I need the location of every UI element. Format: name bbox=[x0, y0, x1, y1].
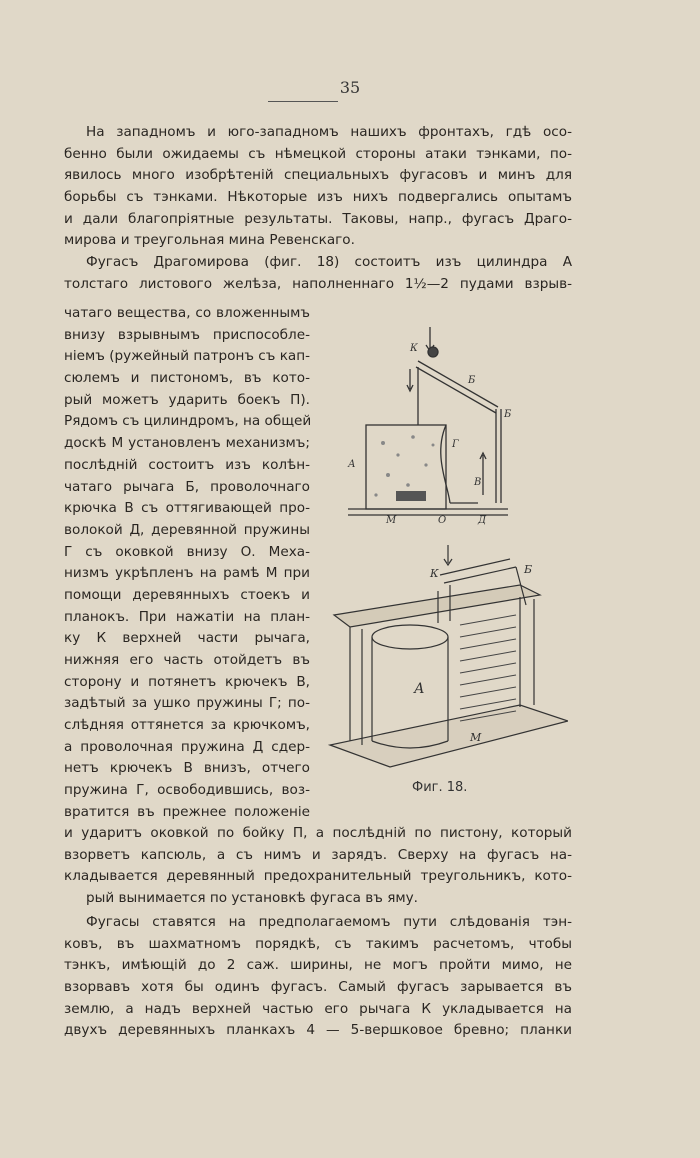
paragraph-1 bbox=[64, 122, 572, 296]
text-line: волокой Д, деревянной пружины bbox=[64, 521, 310, 538]
text-line: слѣдняя оттянется за крючкомъ, bbox=[64, 717, 310, 734]
text-line: планокъ. При нажатіи на план- bbox=[64, 608, 310, 625]
paragraph-2-continued bbox=[64, 823, 572, 910]
label-K: К bbox=[430, 567, 439, 580]
text-line: сюлемъ и пистономъ, въ кото- bbox=[64, 370, 310, 387]
text-line: толстаго листового желѣза, наполненнаго 1½—2 пудами взрыв- bbox=[64, 275, 572, 292]
label-M: М bbox=[470, 731, 482, 744]
label-K: К bbox=[410, 343, 418, 354]
label-B1: Б bbox=[468, 375, 476, 386]
text-line: Фугасъ Драгомирова (фиг. 18) состоитъ изъ цилиндра А bbox=[86, 254, 572, 271]
text-line: тэнкъ, имѣющій до 2 саж. ширины, не могъ пройти мимо, не bbox=[64, 957, 572, 974]
text-line: землю, а надъ верхней частью его рычага К укладывается на bbox=[64, 1000, 572, 1017]
label-A: А bbox=[414, 681, 425, 697]
text-line: Г съ оковкой внизу О. Меха- bbox=[64, 543, 310, 560]
label-B: Б bbox=[524, 563, 533, 576]
paragraph-2-wrapped bbox=[64, 303, 310, 824]
text-line: нижняя его часть отойдетъ въ bbox=[64, 652, 310, 668]
page-number: 35 bbox=[339, 78, 361, 97]
text-line: явилось много изобрѣтеній специальныхъ фугасовъ и минъ для bbox=[64, 167, 572, 184]
text-line: сторону и потянетъ крючекъ В, bbox=[64, 673, 310, 690]
text-line: чатаго рычага Б, проволочнаго bbox=[64, 478, 310, 495]
text-line: внизу взрывнымъ приспособле- bbox=[64, 326, 310, 343]
text-line: рый вынимается по установкѣ фугаса въ яму. bbox=[86, 890, 418, 907]
text-line: ку К верхней части рычага, bbox=[64, 630, 310, 647]
charge-block bbox=[396, 491, 426, 501]
text-line: борьбы съ тэнками. Нѣкоторые изъ нихъ подвергались опытамъ bbox=[64, 189, 572, 206]
mine-cross-section-diagram bbox=[338, 325, 516, 525]
paragraph-3 bbox=[64, 912, 572, 1042]
text-line: помощи деревянныхъ стоекъ и bbox=[64, 586, 310, 603]
text-line: задѣтый за ушко пружины Г; по- bbox=[64, 695, 310, 712]
text-line: доскѣ М установленъ механизмъ; bbox=[64, 435, 310, 452]
text-line: вратится въ прежнее положеніе bbox=[64, 803, 310, 820]
text-line: взорвавъ хотя бы одинъ фугасъ. Самый фугасъ зарывается въ bbox=[64, 979, 572, 996]
text-line: ніемъ (ружейный патронъ съ кап- bbox=[64, 348, 311, 365]
label-D: Д bbox=[478, 515, 487, 525]
text-line: а проволочная пружина Д сдер- bbox=[64, 738, 310, 755]
text-line: низмъ укрѣпленъ на рамѣ М при bbox=[64, 565, 310, 582]
text-line: послѣдній состоитъ изъ колѣн- bbox=[64, 456, 310, 473]
text-line: пружина Г, освободившись, воз- bbox=[64, 782, 310, 799]
label-M: М bbox=[386, 515, 397, 525]
mine-perspective-diagram bbox=[320, 545, 568, 770]
page-number-rule bbox=[268, 101, 338, 102]
text-line: Фугасы ставятся на предполагаемомъ пути слѣдованія тэн- bbox=[86, 914, 572, 930]
text-line: крючка В съ оттягивающей про- bbox=[64, 500, 310, 517]
figure-caption: Фиг. 18. bbox=[412, 780, 468, 795]
text-line: и дали благопріятные результаты. Таковы, напр., фугасъ Драго- bbox=[64, 210, 572, 227]
text-line: Рядомъ съ цилиндромъ, на общей bbox=[64, 413, 312, 430]
label-B2: Б bbox=[504, 409, 512, 420]
label-V: В bbox=[474, 477, 482, 488]
label-G: Г bbox=[452, 439, 459, 450]
text-line: взорветъ капсюль, а съ нимъ и зарядъ. Сверху на фугасъ на- bbox=[64, 846, 572, 863]
label-A: А bbox=[348, 459, 356, 470]
text-line: бенно были ожидаемы съ нѣмецкой стороны атаки тэнками, по- bbox=[64, 145, 572, 162]
text-line: мирова и треугольная мина Ревенскаго. bbox=[64, 232, 355, 249]
label-O: О bbox=[438, 515, 447, 525]
text-line: чатаго вещества, со вложеннымъ bbox=[64, 305, 310, 321]
text-line: и ударитъ оковкой по бойку П, а послѣдній по пистону, который bbox=[64, 825, 572, 841]
text-line: двухъ деревянныхъ планкахъ 4 — 5-вершковое бревно; планки bbox=[64, 1022, 572, 1039]
text-line: рый можетъ ударить боекъ П). bbox=[64, 391, 310, 408]
text-line: нетъ крючекъ В внизъ, отчего bbox=[64, 760, 310, 777]
text-line: кладывается деревянный предохранительный треугольникъ, кото- bbox=[64, 868, 572, 885]
text-line: На западномъ и юго-западномъ нашихъ фронтахъ, гдѣ осо- bbox=[86, 124, 572, 140]
text-line: ковъ, въ шахматномъ порядкѣ, съ такимъ расчетомъ, чтобы bbox=[64, 935, 572, 952]
